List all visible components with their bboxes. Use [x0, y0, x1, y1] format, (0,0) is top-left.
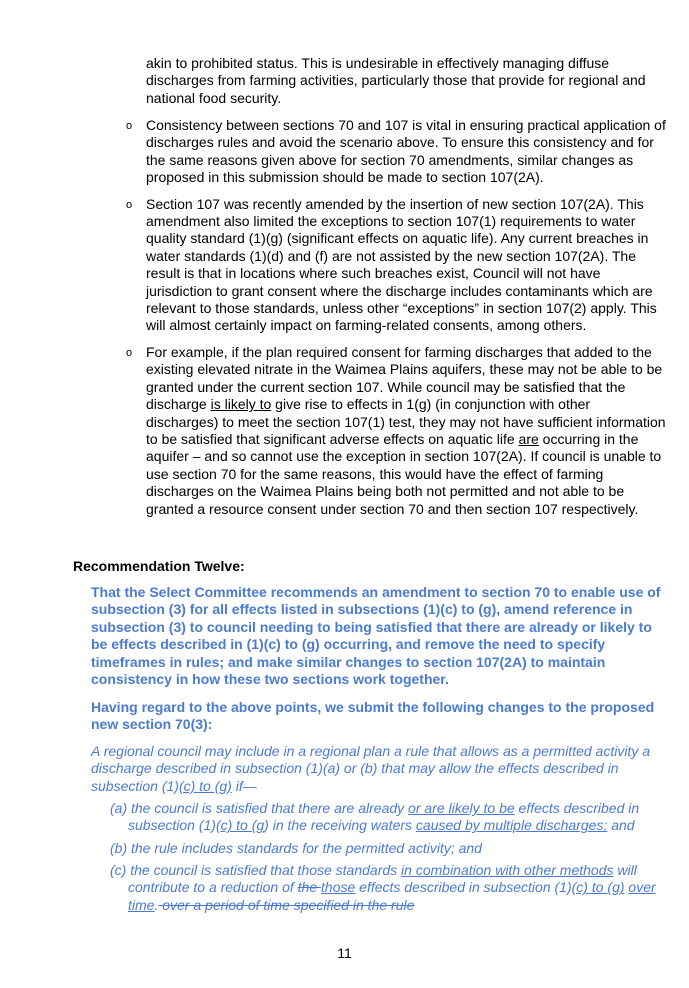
list-item [126, 196, 666, 335]
clause-text: (b) the rule includes standards for the permitted activity; and [110, 840, 482, 856]
text-run: ) in the receiving waters [264, 817, 416, 834]
deleted-text: the [297, 879, 322, 896]
inserted-text: (c) to (g [215, 817, 265, 834]
recommendation-text: That the Select Committee recommends an amendment to section 70 to enable use of subsection (3) for all effects listed in subsections (1)(c) to (g), amend reference in subsection (3) to council needing to being satisfied that there are already or likely to be effects described in (1)(c) to (g) occurring, and remove the need to specify timeframes in rules; and make similar changes to section 107(2A) to maintain consistency in how these two sections work together. [91, 584, 661, 688]
submission-intro: Having regard to the above points, we submit the following changes to the proposed new section 70(3): [91, 699, 655, 733]
inserted-text: caused by multiple discharges; [415, 817, 608, 834]
text-run: (a) the council is satisfied that there are already [110, 800, 409, 816]
underlined-text: are [518, 430, 539, 447]
text-run: For example, if the plan required consent for farming discharges that added to the existing elevated nitrate in the Waimea Plains aquifers, these may not be able to be granted under the current section 107. While council may be satisfied that the discharge [146, 343, 663, 413]
bullet-text [146, 344, 666, 518]
proposed-clause-a [110, 800, 660, 835]
inserted-text: or are likely to be [408, 800, 515, 816]
inserted-text: (c) to (g) [571, 879, 625, 896]
proposed-clause-c [110, 862, 660, 914]
text-run: . [154, 896, 159, 913]
text-run: effects described in subsection (1) [128, 800, 640, 834]
text-run: if— [231, 777, 257, 794]
text-run: and [607, 817, 635, 834]
bullet-marker: o [126, 120, 133, 132]
inserted-text: over time [128, 879, 656, 913]
inserted-text: in combination with other methods [401, 862, 614, 878]
deleted-text: over a period of time specified in the rule [158, 896, 415, 913]
recommendation-heading: Recommendation Twelve: [73, 558, 245, 574]
inserted-text: (c) to (g) [178, 777, 232, 794]
bullet-list [126, 117, 666, 527]
underlined-text: is likely to [210, 396, 272, 413]
bullet-marker: o [126, 346, 133, 359]
text-run: will contribute to a reduction of [128, 862, 637, 896]
proposed-section-text [91, 743, 661, 795]
bullet-marker: o [126, 198, 133, 211]
text-run: effects described in subsection (1) [355, 879, 572, 896]
page-number: 11 [337, 945, 352, 961]
text-run: give rise to effects in 1(g) (in conjunction with other discharges) to meet the section 107(1) test, they may not have sufficient information to be satisfied that significant adverse effects on aquatic life [146, 396, 666, 447]
text-run: (c) the council is satisfied that those standards [110, 862, 402, 878]
text-run: A regional council may include in a regional plan a rule that allows as a permitted activity a discharge described in subsection (1)(a) or (b) that may allow the effects described in subsection (1) [91, 743, 651, 794]
bullet-text: Consistency between sections 70 and 107 is vital in ensuring practical application of discharges rules and avoid the scenario above. To ensure this consistency and for the same reasons given above for section 70 amendments, similar changes as proposed in this submission should be made to section 107(2A). [146, 117, 666, 186]
proposed-clause-b [110, 840, 660, 857]
inserted-text: those [321, 879, 356, 896]
text-run: occurring in the aquifer – and so cannot use the exception in section 107(2A). If council is unable to use section 70 for the same reasons, this would have the effect of farming discharges on the Waimea Plains being both not permitted and not able to be granted a resource consent under section 70 and then section 107 respectively. [146, 430, 662, 517]
intro-paragraph: akin to prohibited status. This is undesirable in effectively managing diffuse discharges from farming activities, particularly those that provide for regional and national food security. [146, 55, 646, 106]
bullet-text: Section 107 was recently amended by the insertion of new section 107(2A). This amendment also limited the exceptions to section 107(1) requirements to water quality standard (1)(g) (significant effects on aquatic life). Any current breaches in water standards (1)(d) and (f) are not assisted by the new section 107(2A). The result is that in locations where such breaches exist, Council will not have jurisdiction to grant consent where the discharge includes contaminants which are relevant to those standards, unless other “exceptions” in section 107(2) apply. This will almost certainly impact on farming-related consents, among others. [146, 195, 657, 334]
list-item [126, 117, 666, 187]
list-item [126, 344, 666, 518]
